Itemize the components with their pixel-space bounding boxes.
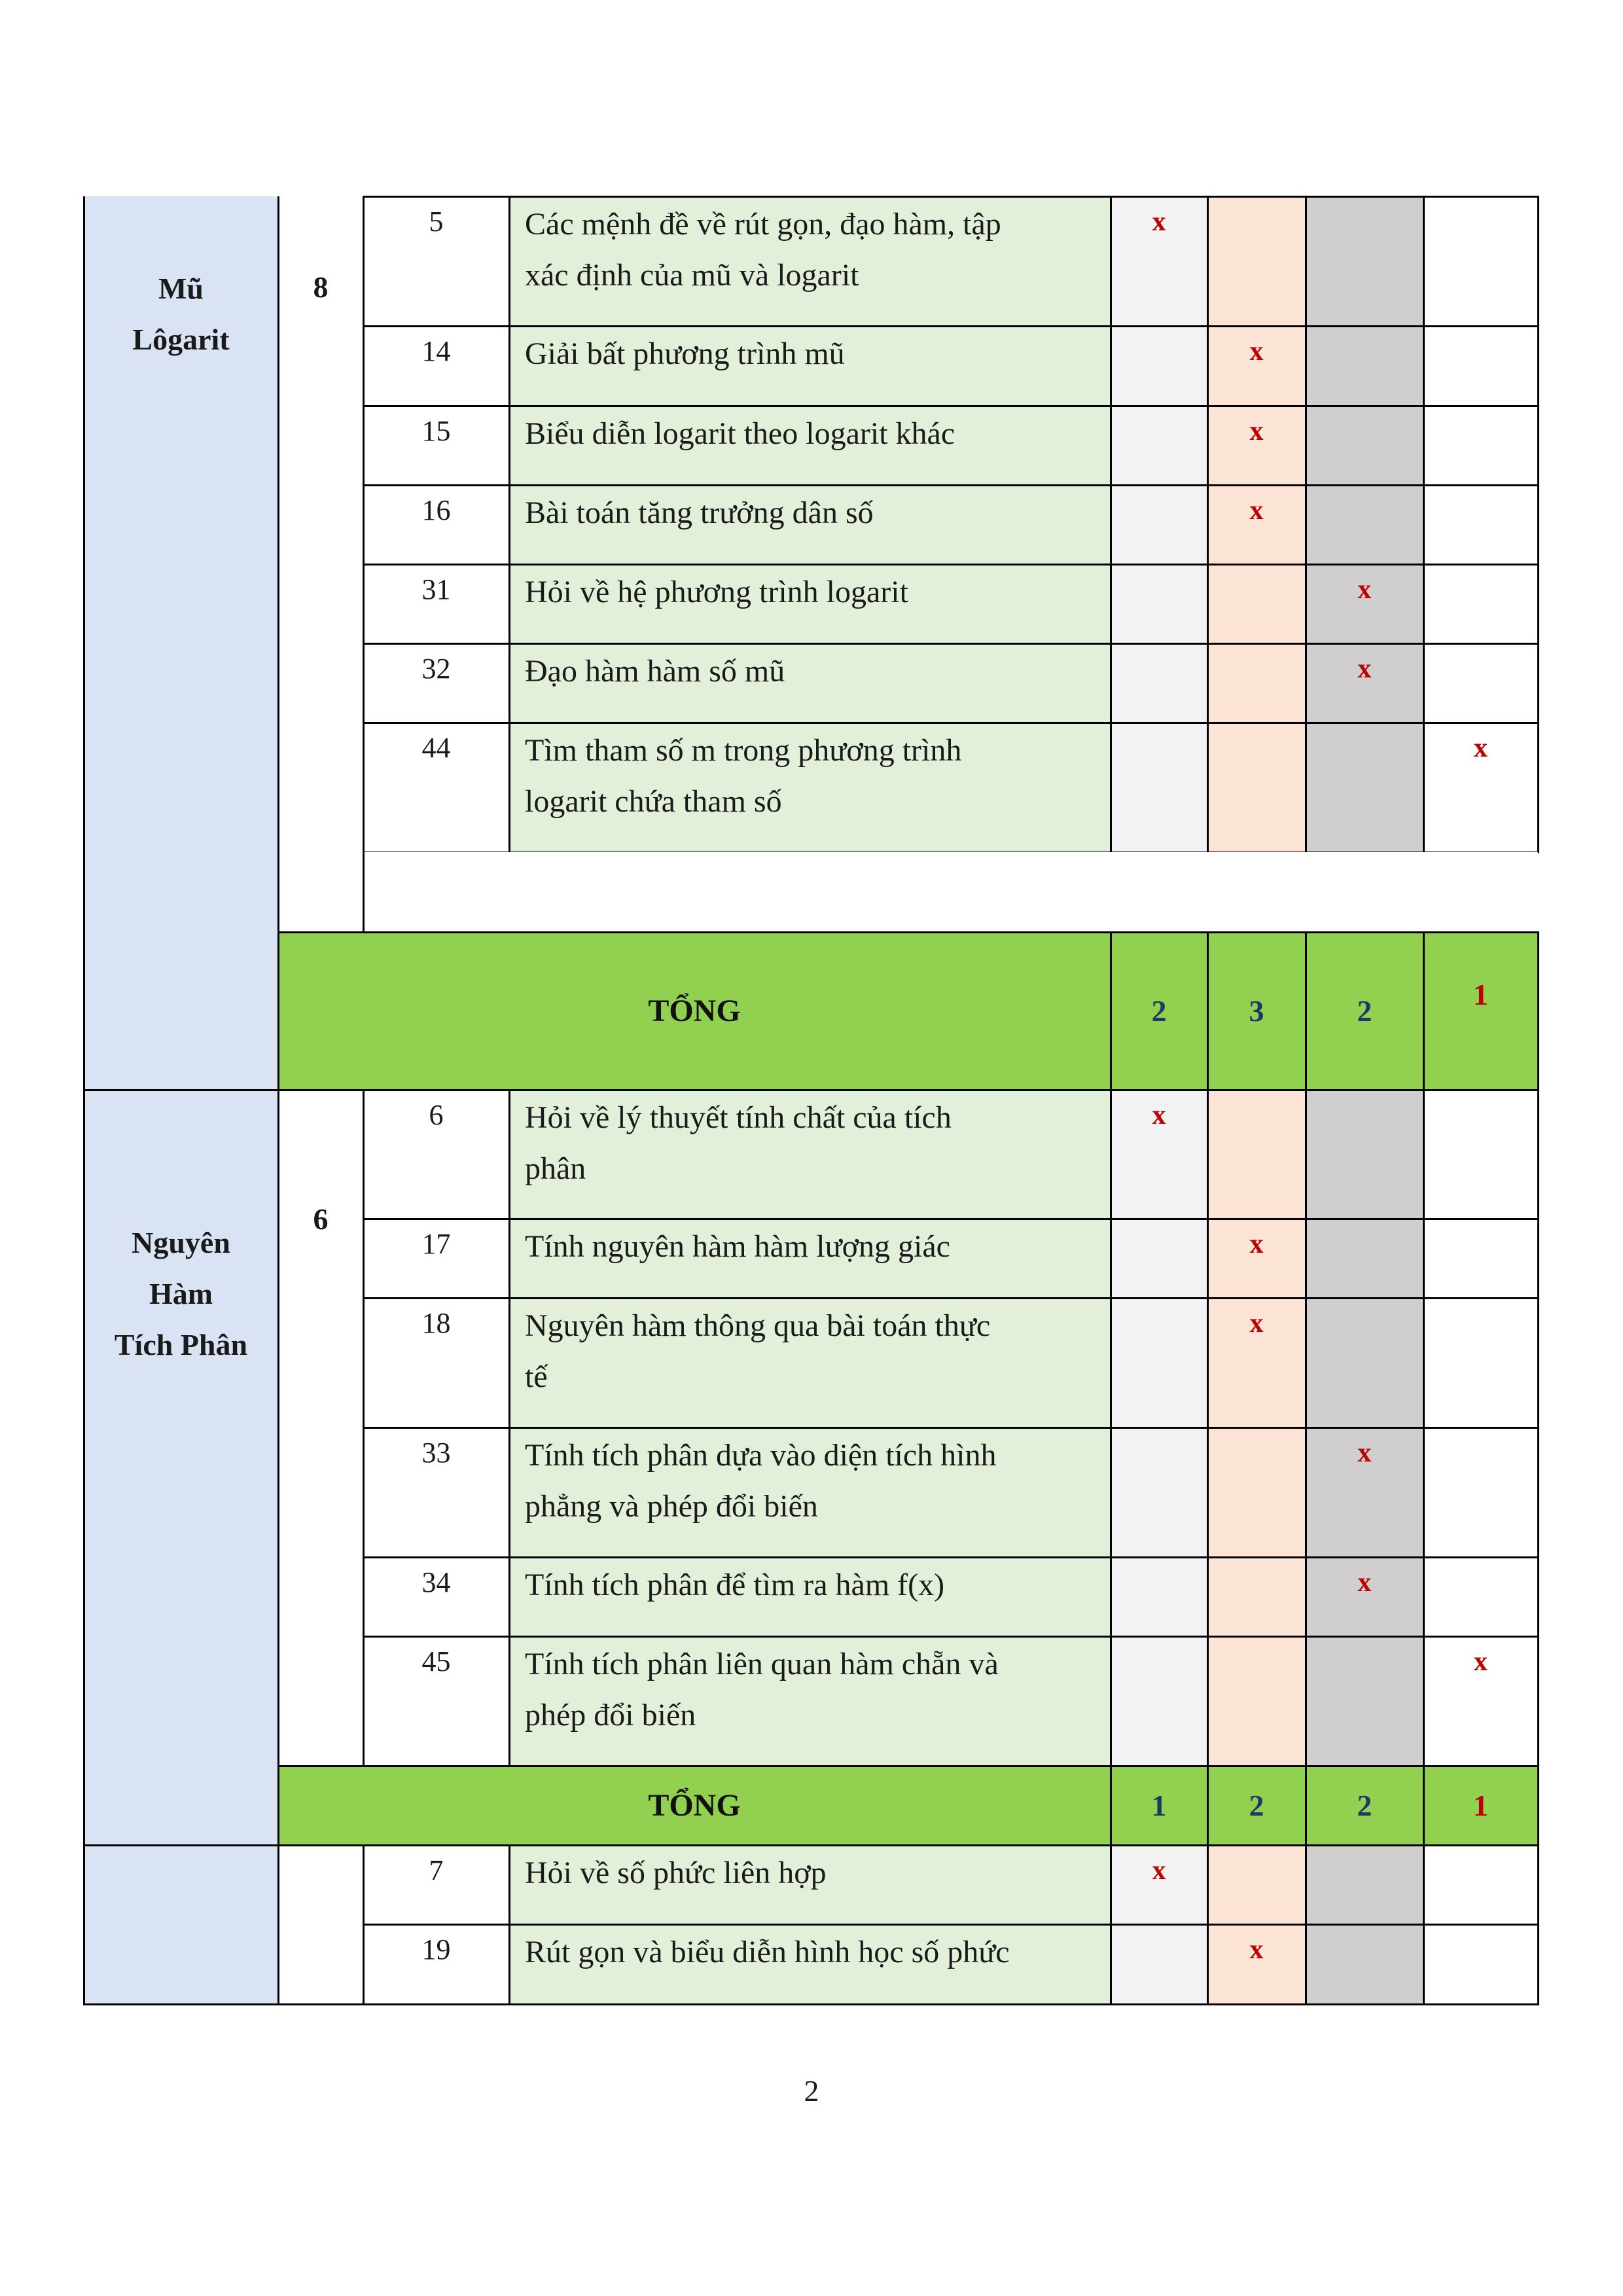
- grid-line: [1207, 1219, 1209, 1299]
- blank-row: [363, 852, 1538, 932]
- grid-line: [1423, 196, 1425, 327]
- level-1-mark: x: [1111, 1845, 1207, 1924]
- question-number: 5: [363, 196, 509, 326]
- grid-line: [1207, 1845, 1209, 1926]
- grid-line: [84, 1089, 365, 1091]
- grid-line: [1207, 1924, 1209, 2005]
- level-4-cell: [1423, 1924, 1538, 2004]
- grid-line: [1423, 1924, 1425, 2005]
- text-line: Hàm: [149, 1277, 213, 1310]
- question-number: 32: [363, 643, 509, 723]
- level-2-cell: [1207, 564, 1306, 643]
- grid-line: [1207, 406, 1209, 486]
- grid-line: [1423, 1636, 1425, 1767]
- text-line: Nguyên hàm thông qua bài toán thực: [525, 1308, 991, 1343]
- grid-line: [1537, 1427, 1539, 1558]
- grid-line: [363, 1218, 1539, 1220]
- level-2-mark: x: [1207, 1219, 1306, 1298]
- grid-line: [1207, 196, 1209, 327]
- grid-line: [1305, 643, 1307, 724]
- text-line: Mũ: [158, 272, 204, 305]
- grid-line: [1305, 1845, 1307, 1926]
- level-1-cell: [1111, 1427, 1207, 1557]
- grid-line: [1110, 406, 1112, 486]
- question-content: [509, 1557, 1111, 1636]
- question-content: [509, 1924, 1111, 2004]
- grid-line: [83, 1845, 85, 2005]
- grid-line: [363, 643, 1539, 645]
- grid-line: [1207, 1090, 1209, 1220]
- level-2-mark: x: [1207, 406, 1306, 485]
- level-3-cell: [1306, 1090, 1423, 1219]
- grid-line: [508, 326, 510, 407]
- grid-line: [1537, 932, 1539, 1091]
- level-3-mark: x: [1306, 564, 1423, 643]
- grid-line: [1110, 326, 1112, 407]
- grid-line: [1537, 723, 1539, 853]
- question-content: [509, 1298, 1111, 1427]
- grid-line: [1207, 485, 1209, 565]
- text-line: phân: [525, 1151, 586, 1186]
- level-4-cell: [1423, 1557, 1538, 1636]
- question-number: 15: [363, 406, 509, 485]
- grid-line: [1207, 326, 1209, 407]
- question-count: 6: [278, 1090, 363, 1766]
- level-3-mark: x: [1306, 643, 1423, 723]
- grid-line: [278, 1765, 1539, 1767]
- total-level-2: 2: [1207, 1766, 1306, 1845]
- grid-line: [1207, 1557, 1209, 1638]
- grid-line: [1423, 1845, 1425, 1926]
- grid-line: [277, 1090, 279, 1846]
- grid-line: [1110, 196, 1112, 327]
- grid-line: [1305, 564, 1307, 645]
- grid-line: [1423, 1557, 1425, 1638]
- grid-line: [1537, 1924, 1539, 2005]
- total-level-4: 1: [1423, 932, 1538, 1090]
- grid-line: [1110, 1924, 1112, 2005]
- text-line: phép đổi biến: [525, 1698, 696, 1732]
- grid-line: [1423, 406, 1425, 486]
- grid-line: [1423, 1090, 1425, 1220]
- level-3-mark: x: [1306, 1557, 1423, 1636]
- grid-line: [508, 406, 510, 486]
- grid-line: [363, 1556, 1539, 1558]
- level-1-cell: [1111, 1219, 1207, 1298]
- grid-line: [1537, 1636, 1539, 1767]
- grid-line: [363, 196, 1539, 198]
- page-number: 2: [804, 2074, 819, 2108]
- level-1-cell: [1111, 485, 1207, 564]
- grid-line: [508, 1427, 510, 1558]
- topic-cell: [84, 1845, 278, 2004]
- grid-line: [1207, 1636, 1209, 1767]
- text-line: Tính nguyên hàm hàm lượng giác: [525, 1229, 950, 1264]
- grid-line: [508, 1557, 510, 1638]
- text-line: xác định của mũ và logarit: [525, 258, 859, 293]
- grid-line: [363, 325, 1539, 327]
- level-2-cell: [1207, 723, 1306, 852]
- level-2-mark: x: [1207, 326, 1306, 406]
- level-4-cell: [1423, 1090, 1538, 1219]
- level-2-mark: x: [1207, 485, 1306, 564]
- grid-line: [84, 2003, 1539, 2005]
- text-line: Nguyên: [132, 1226, 230, 1259]
- grid-line: [1423, 485, 1425, 565]
- grid-line: [1423, 564, 1425, 645]
- grid-line: [1537, 196, 1539, 327]
- grid-line: [1110, 1427, 1112, 1558]
- grid-line: [363, 1089, 1539, 1091]
- question-content: [509, 406, 1111, 485]
- grid-line: [363, 1636, 1539, 1638]
- question-number: 33: [363, 1427, 509, 1557]
- grid-line: [1305, 1298, 1307, 1429]
- grid-line: [1423, 1766, 1425, 1846]
- text-line: Biểu diễn logarit theo logarit khác: [525, 416, 955, 451]
- question-content: [509, 1636, 1111, 1766]
- level-2-cell: [1207, 1427, 1306, 1557]
- level-4-mark: x: [1423, 1636, 1538, 1766]
- grid-line: [1537, 406, 1539, 486]
- grid-line: [1537, 643, 1539, 724]
- level-2-cell: [1207, 1845, 1306, 1924]
- text-line: Tìm tham số m trong phương trình: [525, 733, 962, 768]
- question-number: 14: [363, 326, 509, 406]
- question-content: [509, 1845, 1111, 1924]
- grid-line: [1110, 1090, 1112, 1220]
- level-1-mark: x: [1111, 1090, 1207, 1219]
- grid-line: [1207, 1298, 1209, 1429]
- level-3-mark: x: [1306, 1427, 1423, 1557]
- grid-line: [1110, 643, 1112, 724]
- level-1-cell: [1111, 643, 1207, 723]
- level-1-cell: [1111, 723, 1207, 852]
- level-4-cell: [1423, 1845, 1538, 1924]
- grid-line: [1423, 1427, 1425, 1558]
- level-2-cell: [1207, 643, 1306, 723]
- level-1-cell: [1111, 1636, 1207, 1766]
- grid-line: [363, 196, 365, 933]
- topic-cell: [84, 196, 278, 1090]
- grid-line: [1110, 564, 1112, 645]
- level-1-cell: [1111, 406, 1207, 485]
- grid-line: [1305, 196, 1307, 327]
- level-3-cell: [1306, 1219, 1423, 1298]
- level-1-mark: x: [1111, 196, 1207, 326]
- text-line: Đạo hàm hàm số mũ: [525, 654, 785, 689]
- grid-line: [363, 1924, 1539, 1926]
- grid-line: [1537, 1090, 1539, 1220]
- grid-line: [1207, 932, 1209, 1091]
- level-2-mark: x: [1207, 1924, 1306, 2004]
- grid-line: [1110, 1845, 1112, 1926]
- text-line: Bài toán tăng trưởng dân số: [525, 495, 874, 530]
- question-content: [509, 643, 1111, 723]
- grid-line: [1207, 643, 1209, 724]
- grid-line: [363, 1844, 1539, 1846]
- level-4-cell: [1423, 406, 1538, 485]
- question-content: [509, 1090, 1111, 1219]
- text-line: Rút gọn và biểu diễn hình học số phức: [525, 1935, 1010, 1969]
- grid-line: [508, 485, 510, 565]
- grid-line: [1423, 643, 1425, 724]
- grid-line: [1110, 1219, 1112, 1299]
- grid-line: [1305, 932, 1307, 1091]
- grid-line: [1537, 1557, 1539, 1638]
- level-3-cell: [1306, 1298, 1423, 1427]
- question-number: 45: [363, 1636, 509, 1766]
- level-3-cell: [1306, 326, 1423, 406]
- grid-line: [1423, 1298, 1425, 1429]
- level-3-cell: [1306, 196, 1423, 326]
- level-2-mark: x: [1207, 1298, 1306, 1427]
- level-1-cell: [1111, 1298, 1207, 1427]
- grid-line: [277, 196, 279, 1091]
- level-3-cell: [1306, 723, 1423, 852]
- text-line: Các mệnh đề về rút gọn, đạo hàm, tập: [525, 207, 1001, 242]
- grid-line: [508, 1298, 510, 1429]
- level-2-cell: [1207, 196, 1306, 326]
- grid-line: [1207, 1427, 1209, 1558]
- text-line: Tích Phân: [114, 1328, 248, 1361]
- grid-line: [1110, 1636, 1112, 1767]
- grid-line: [363, 722, 1539, 724]
- grid-line: [363, 405, 1539, 407]
- level-4-cell: [1423, 643, 1538, 723]
- grid-line: [1305, 1557, 1307, 1638]
- level-1-cell: [1111, 1557, 1207, 1636]
- grid-line: [84, 1844, 365, 1846]
- total-level-3: 2: [1306, 1766, 1423, 1845]
- question-number: 18: [363, 1298, 509, 1427]
- question-number: 7: [363, 1845, 509, 1924]
- grid-line: [363, 1427, 1539, 1429]
- grid-line: [1423, 1219, 1425, 1299]
- grid-line: [1537, 1766, 1539, 1846]
- grid-line: [508, 1924, 510, 2005]
- grid-line: [1110, 723, 1112, 853]
- level-4-cell: [1423, 1298, 1538, 1427]
- question-content: [509, 485, 1111, 564]
- total-level-3: 2: [1306, 932, 1423, 1090]
- level-4-cell: [1423, 196, 1538, 326]
- level-1-cell: [1111, 326, 1207, 406]
- grid-line: [1305, 1766, 1307, 1846]
- grid-line: [1537, 1845, 1539, 1926]
- level-4-mark: x: [1423, 723, 1538, 852]
- text-line: Tính tích phân để tìm ra hàm f(x): [525, 1568, 945, 1602]
- grid-line: [1207, 723, 1209, 853]
- grid-line: [1305, 326, 1307, 407]
- grid-line: [508, 1090, 510, 1220]
- grid-line: [1305, 1924, 1307, 2005]
- question-number: 31: [363, 564, 509, 643]
- grid-line: [1537, 1219, 1539, 1299]
- question-number: 16: [363, 485, 509, 564]
- total-level-1: 1: [1111, 1766, 1207, 1845]
- grid-line: [1305, 1219, 1307, 1299]
- grid-line: [508, 723, 510, 853]
- grid-line: [1537, 485, 1539, 565]
- text-line: Hỏi về hệ phương trình logarit: [525, 575, 908, 609]
- text-line: Lôgarit: [132, 323, 230, 356]
- grid-line: [1537, 326, 1539, 407]
- level-2-cell: [1207, 1636, 1306, 1766]
- level-3-cell: [1306, 485, 1423, 564]
- grid-line: [508, 196, 510, 327]
- grid-line: [508, 1636, 510, 1767]
- question-content: [509, 326, 1111, 406]
- grid-line: [1305, 1427, 1307, 1558]
- grid-line: [1423, 932, 1425, 1091]
- level-2-cell: [1207, 1090, 1306, 1219]
- grid-line: [1207, 1766, 1209, 1846]
- grid-line: [363, 1845, 365, 2005]
- question-number: 34: [363, 1557, 509, 1636]
- grid-line: [1423, 326, 1425, 407]
- grid-line: [1207, 564, 1209, 645]
- level-3-cell: [1306, 1924, 1423, 2004]
- total-level-2: 3: [1207, 932, 1306, 1090]
- grid-line: [1305, 1636, 1307, 1767]
- question-number: 17: [363, 1219, 509, 1298]
- question-number: 6: [363, 1090, 509, 1219]
- total-level-4: 1: [1423, 1766, 1538, 1845]
- level-4-cell: [1423, 1427, 1538, 1557]
- grid-line: [1537, 1298, 1539, 1429]
- grid-line: [1110, 1298, 1112, 1429]
- grid-line: [508, 564, 510, 645]
- text-line: Giải bất phương trình mũ: [525, 336, 845, 371]
- text-line: Hỏi về lý thuyết tính chất của tích: [525, 1100, 952, 1135]
- question-content: [509, 196, 1111, 326]
- question-content: [509, 723, 1111, 852]
- level-1-cell: [1111, 1924, 1207, 2004]
- question-number: 19: [363, 1924, 509, 2004]
- total-label: TỔNG: [278, 1766, 1111, 1845]
- grid-line: [1305, 406, 1307, 486]
- grid-line: [363, 1297, 1539, 1299]
- question-content: [509, 564, 1111, 643]
- level-4-cell: [1423, 326, 1538, 406]
- question-count: [278, 1845, 363, 2004]
- grid-line: [1110, 485, 1112, 565]
- text-line: Tính tích phân liên quan hàm chẵn và: [525, 1647, 999, 1681]
- level-1-cell: [1111, 564, 1207, 643]
- question-count: 8: [278, 196, 363, 932]
- text-line: tế: [525, 1359, 548, 1394]
- grid-line: [1305, 1090, 1307, 1220]
- grid-line: [83, 1090, 85, 1846]
- grid-line: [1537, 564, 1539, 645]
- text-line: Tính tích phân dựa vào diện tích hình: [525, 1438, 997, 1473]
- text-line: phẳng và phép đổi biến: [525, 1489, 818, 1524]
- grid-line: [363, 484, 1539, 486]
- level-4-cell: [1423, 1219, 1538, 1298]
- text-line: Hỏi về số phức liên hợp: [525, 1856, 827, 1890]
- level-4-cell: [1423, 564, 1538, 643]
- question-content: [509, 1427, 1111, 1557]
- grid-line: [83, 196, 85, 1091]
- grid-line: [363, 564, 1539, 565]
- grid-line: [277, 1845, 279, 2005]
- grid-line: [1423, 723, 1425, 853]
- grid-line: [1305, 723, 1307, 853]
- total-level-1: 2: [1111, 932, 1207, 1090]
- level-4-cell: [1423, 485, 1538, 564]
- question-number: 44: [363, 723, 509, 852]
- grid-line: [1305, 485, 1307, 565]
- question-content: [509, 1219, 1111, 1298]
- level-2-cell: [1207, 1557, 1306, 1636]
- grid-line: [508, 643, 510, 724]
- text-line: logarit chứa tham số: [525, 784, 782, 819]
- level-3-cell: [1306, 1636, 1423, 1766]
- level-3-cell: [1306, 406, 1423, 485]
- grid-line: [508, 1845, 510, 1926]
- grid-line: [1110, 1766, 1112, 1846]
- level-3-cell: [1306, 1845, 1423, 1924]
- grid-line: [363, 1090, 365, 1767]
- total-label: TỔNG: [278, 932, 1111, 1090]
- grid-line: [278, 931, 1539, 933]
- grid-line: [1110, 1557, 1112, 1638]
- topic-cell: [84, 1090, 278, 1845]
- grid-line: [508, 1219, 510, 1299]
- grid-line: [1110, 932, 1112, 1091]
